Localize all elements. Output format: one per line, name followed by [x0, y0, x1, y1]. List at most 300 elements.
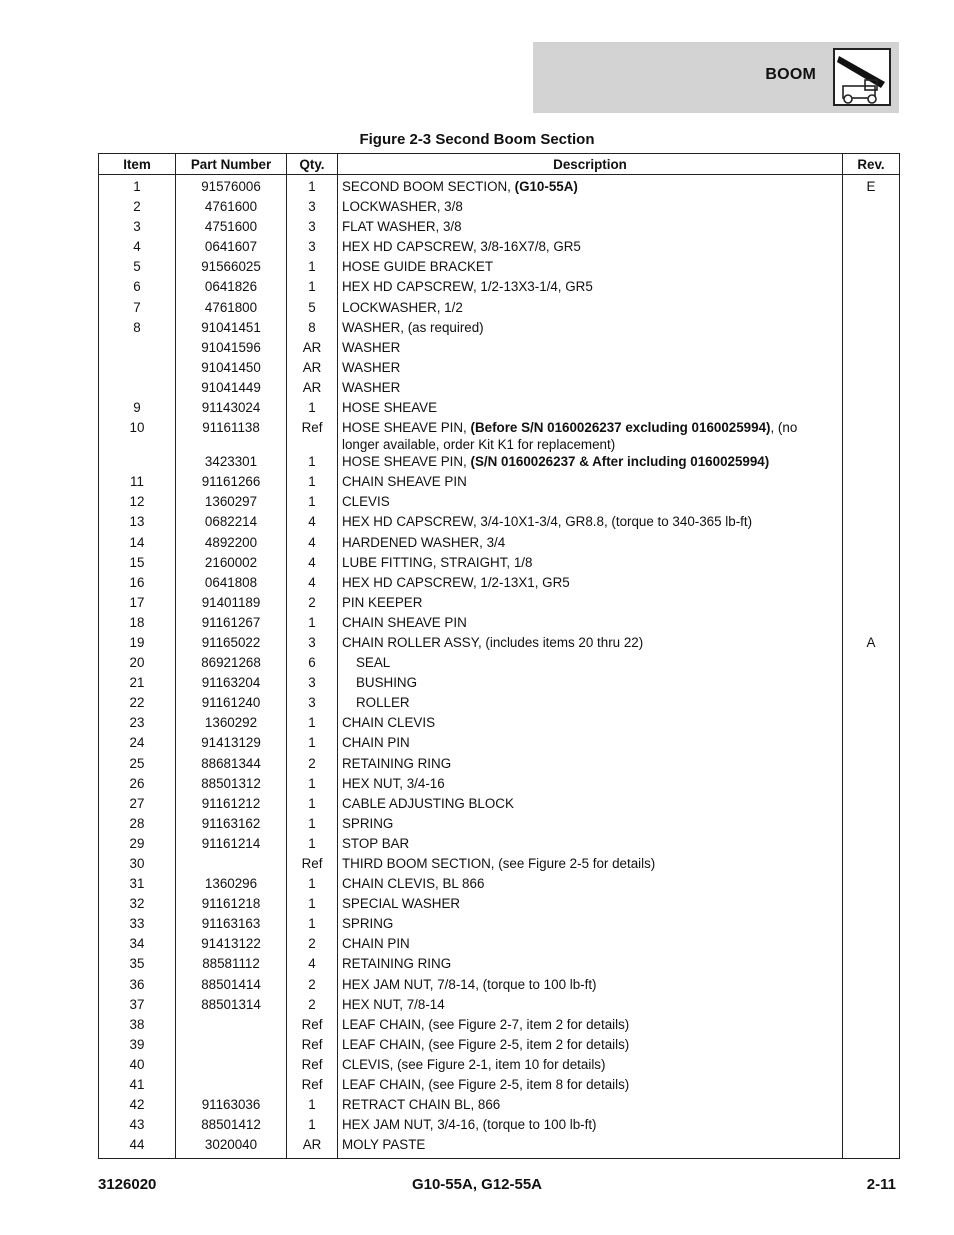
- item-cell: 8: [99, 319, 176, 339]
- part-number-cell: [176, 855, 287, 875]
- item-cell: 37: [99, 996, 176, 1016]
- column-header-item: Item: [99, 154, 176, 175]
- description-cell: [338, 855, 843, 875]
- rev-cell: [843, 755, 900, 775]
- part-number-cell: 1360292: [176, 714, 287, 734]
- rev-cell: [843, 835, 900, 855]
- description-cell: [338, 319, 843, 339]
- qty-cell: 1: [287, 1116, 338, 1136]
- rev-cell: [843, 513, 900, 533]
- item-cell: 33: [99, 915, 176, 935]
- part-number-cell: 0682214: [176, 513, 287, 533]
- item-cell: [99, 379, 176, 399]
- table-row: [99, 1056, 900, 1076]
- description-text: CLEVIS: [342, 494, 390, 510]
- item-cell: 27: [99, 795, 176, 815]
- table-row: [99, 359, 900, 379]
- description-cell: [338, 976, 843, 996]
- description-text: LEAF CHAIN, (see Figure 2-5, item 8 for details): [342, 1077, 630, 1093]
- table-row: [99, 935, 900, 955]
- rev-cell: [843, 278, 900, 298]
- description-cell: [338, 895, 843, 915]
- table-row: [99, 574, 900, 594]
- table-row: [99, 473, 900, 493]
- description-cell: [338, 175, 843, 199]
- table-row: [99, 755, 900, 775]
- description-cell: [338, 694, 843, 714]
- description-cell: [338, 399, 843, 419]
- description-text: RETAINING RING: [342, 755, 452, 771]
- description-text: THIRD BOOM SECTION, (see Figure 2-5 for details): [342, 856, 656, 871]
- description-cell: [338, 835, 843, 855]
- part-number-cell: 1360297: [176, 493, 287, 513]
- part-number-cell: 88501414: [176, 976, 287, 996]
- table-row: [99, 218, 900, 238]
- table-row: [99, 299, 900, 319]
- item-cell: 5: [99, 258, 176, 278]
- part-number-cell: [176, 1056, 287, 1076]
- description-cell: [338, 1136, 843, 1159]
- description-serial-note: (Before S/N 0160026237 excluding 0160025994): [470, 420, 771, 436]
- section-header: [533, 42, 899, 113]
- rev-cell: [843, 734, 900, 754]
- description-cell: [338, 339, 843, 359]
- part-number-cell: 91165022: [176, 634, 287, 654]
- description-cell: [338, 755, 843, 775]
- table-row: [99, 594, 900, 614]
- qty-cell: 4: [287, 534, 338, 554]
- rev-cell: [843, 339, 900, 359]
- rev-cell: [843, 1136, 900, 1159]
- qty-cell: 4: [287, 574, 338, 594]
- table-row: [99, 875, 900, 895]
- description-text: SPRING: [342, 815, 394, 831]
- qty-cell: Ref: [287, 855, 338, 875]
- rev-cell: [843, 694, 900, 714]
- table-row: [99, 513, 900, 533]
- table-row: [99, 379, 900, 399]
- part-number-cell: 3423301: [176, 453, 287, 473]
- description-cell: [338, 875, 843, 895]
- rev-cell: A: [843, 634, 900, 654]
- table-row: [99, 694, 900, 714]
- rev-cell: [843, 238, 900, 258]
- section-title: BOOM: [765, 66, 816, 83]
- rev-cell: [843, 359, 900, 379]
- rev-cell: [843, 554, 900, 574]
- qty-cell: 4: [287, 513, 338, 533]
- description-cell: [338, 473, 843, 493]
- part-number-cell: 91163036: [176, 1096, 287, 1116]
- part-number-cell: 91163204: [176, 674, 287, 694]
- rev-cell: [843, 299, 900, 319]
- item-cell: 14: [99, 534, 176, 554]
- rev-cell: [843, 915, 900, 935]
- parts-table: [98, 153, 900, 1159]
- table-row: [99, 855, 900, 875]
- table-row: [99, 634, 900, 654]
- rev-cell: [843, 935, 900, 955]
- description-cell: [338, 379, 843, 399]
- qty-cell: 1: [287, 175, 338, 199]
- rev-cell: [843, 534, 900, 554]
- qty-cell: 1: [287, 1096, 338, 1116]
- qty-cell: 1: [287, 399, 338, 419]
- item-cell: 18: [99, 614, 176, 634]
- qty-cell: AR: [287, 339, 338, 359]
- description-text: SEAL: [356, 655, 391, 671]
- description-serial-note: (S/N 0160026237 & After including 0160025994): [470, 454, 770, 470]
- item-cell: 9: [99, 399, 176, 419]
- description-text: CHAIN PIN: [342, 735, 410, 751]
- item-cell: 10: [99, 419, 176, 453]
- description-cell: [338, 935, 843, 955]
- rev-cell: [843, 1056, 900, 1076]
- rev-cell: [843, 1036, 900, 1056]
- description-text: HOSE SHEAVE: [342, 400, 438, 416]
- item-cell: 2: [99, 198, 176, 218]
- table-row: [99, 198, 900, 218]
- description-text: HEX JAM NUT, 7/8-14, (torque to 100 lb-ft): [342, 976, 597, 992]
- qty-cell: 1: [287, 734, 338, 754]
- description-cell: [338, 574, 843, 594]
- description-text: HEX HD CAPSCREW, 3/8-16X7/8, GR5: [342, 239, 581, 255]
- item-cell: 15: [99, 554, 176, 574]
- part-number-cell: 91161214: [176, 835, 287, 855]
- table-row: [99, 734, 900, 754]
- part-number-cell: 3020040: [176, 1136, 287, 1159]
- item-cell: 30: [99, 855, 176, 875]
- part-number-cell: 91401189: [176, 594, 287, 614]
- item-cell: 36: [99, 976, 176, 996]
- qty-cell: 2: [287, 935, 338, 955]
- qty-cell: 1: [287, 278, 338, 298]
- description-text: CABLE ADJUSTING BLOCK: [342, 795, 514, 811]
- rev-cell: [843, 674, 900, 694]
- description-cell: [338, 258, 843, 278]
- item-cell: 41: [99, 1076, 176, 1096]
- boom-lift-icon: [833, 48, 891, 106]
- description-text: CLEVIS, (see Figure 2-1, item 10 for details): [342, 1056, 606, 1072]
- description-cell: [338, 714, 843, 734]
- item-cell: 32: [99, 895, 176, 915]
- qty-cell: 1: [287, 714, 338, 734]
- qty-cell: 1: [287, 895, 338, 915]
- table-row: [99, 399, 900, 419]
- table-row: [99, 915, 900, 935]
- description-cell: [338, 278, 843, 298]
- table-row: [99, 534, 900, 554]
- rev-cell: [843, 473, 900, 493]
- table-row: [99, 815, 900, 835]
- description-text: FLAT WASHER, 3/8: [342, 219, 462, 235]
- description-text: MOLY PASTE: [342, 1137, 426, 1153]
- description-text: LEAF CHAIN, (see Figure 2-5, item 2 for details): [342, 1036, 630, 1052]
- table-row: [99, 955, 900, 975]
- item-cell: 31: [99, 875, 176, 895]
- rev-cell: [843, 258, 900, 278]
- description-text: HOSE SHEAVE PIN,: [342, 454, 471, 470]
- part-number-cell: 91161266: [176, 473, 287, 493]
- description-cell: [338, 359, 843, 379]
- description-text: HEX HD CAPSCREW, 1/2-13X3-1/4, GR5: [342, 279, 593, 295]
- description-cell: [338, 534, 843, 554]
- rev-cell: [843, 453, 900, 473]
- description-text: HEX NUT, 3/4-16: [342, 775, 445, 791]
- description-text: RETRACT CHAIN BL, 866: [342, 1097, 501, 1113]
- part-number-cell: 1360296: [176, 875, 287, 895]
- description-text: STOP BAR: [342, 835, 410, 851]
- rev-cell: [843, 419, 900, 453]
- part-number-cell: 91566025: [176, 258, 287, 278]
- qty-cell: 3: [287, 218, 338, 238]
- description-cell: [338, 238, 843, 258]
- description-text: CHAIN SHEAVE PIN: [342, 614, 467, 630]
- description-text: CHAIN CLEVIS: [342, 715, 436, 731]
- item-cell: 20: [99, 654, 176, 674]
- description-tail: , (no longer available, order Kit K1 for replacement): [342, 420, 798, 453]
- qty-cell: 1: [287, 258, 338, 278]
- description-text: CHAIN ROLLER ASSY, (includes items 20 thru 22): [342, 634, 644, 650]
- rev-cell: [843, 714, 900, 734]
- qty-cell: 1: [287, 775, 338, 795]
- item-cell: 38: [99, 1016, 176, 1036]
- part-number-cell: 91413122: [176, 935, 287, 955]
- description-text: CHAIN CLEVIS, BL 866: [342, 876, 485, 892]
- qty-cell: 1: [287, 493, 338, 513]
- description-cell: [338, 734, 843, 754]
- table-row: [99, 775, 900, 795]
- part-number-cell: 91161138: [176, 419, 287, 453]
- description-text: ROLLER: [356, 695, 410, 711]
- qty-cell: 1: [287, 453, 338, 473]
- description-cell: [338, 1056, 843, 1076]
- column-header-qty: Qty.: [287, 154, 338, 175]
- rev-cell: [843, 775, 900, 795]
- figure-title: Figure 2-3 Second Boom Section: [359, 131, 595, 148]
- table-row: [99, 175, 900, 199]
- description-cell: [338, 996, 843, 1016]
- rev-cell: [843, 795, 900, 815]
- qty-cell: 1: [287, 875, 338, 895]
- description-cell: [338, 1116, 843, 1136]
- item-cell: 3: [99, 218, 176, 238]
- qty-cell: 1: [287, 614, 338, 634]
- item-cell: [99, 453, 176, 473]
- part-number-cell: 0641826: [176, 278, 287, 298]
- rev-cell: [843, 574, 900, 594]
- description-text: HOSE GUIDE BRACKET: [342, 259, 494, 275]
- table-row: [99, 1096, 900, 1116]
- table-row: [99, 319, 900, 339]
- footer-page-number: 2-11: [866, 1176, 896, 1193]
- footer-document-number: 3126020: [98, 1176, 157, 1193]
- qty-cell: 1: [287, 915, 338, 935]
- table-row: [99, 1016, 900, 1036]
- item-cell: 22: [99, 694, 176, 714]
- description-cell: [338, 915, 843, 935]
- rev-cell: [843, 399, 900, 419]
- qty-cell: AR: [287, 359, 338, 379]
- qty-cell: 3: [287, 694, 338, 714]
- part-number-cell: [176, 1036, 287, 1056]
- item-cell: 25: [99, 755, 176, 775]
- table-row: [99, 453, 900, 473]
- qty-cell: 3: [287, 238, 338, 258]
- item-cell: [99, 359, 176, 379]
- table-row: [99, 1136, 900, 1159]
- description-cell: [338, 493, 843, 513]
- qty-cell: 1: [287, 815, 338, 835]
- description-text: HOSE SHEAVE PIN,: [342, 420, 471, 436]
- description-cell: [338, 594, 843, 614]
- part-number-cell: 91413129: [176, 734, 287, 754]
- part-number-cell: [176, 1076, 287, 1096]
- description-text: SPRING: [342, 916, 394, 932]
- description-cell: [338, 775, 843, 795]
- table-row: [99, 238, 900, 258]
- part-number-cell: 4761600: [176, 198, 287, 218]
- qty-cell: Ref: [287, 1056, 338, 1076]
- part-number-cell: 2160002: [176, 554, 287, 574]
- table-row: [99, 419, 900, 453]
- qty-cell: AR: [287, 379, 338, 399]
- rev-cell: [843, 614, 900, 634]
- item-cell: 43: [99, 1116, 176, 1136]
- qty-cell: 2: [287, 996, 338, 1016]
- part-number-cell: 91576006: [176, 175, 287, 199]
- description-text: HEX NUT, 7/8-14: [342, 996, 445, 1012]
- table-row: [99, 1076, 900, 1096]
- description-cell: [338, 1036, 843, 1056]
- description-cell: [338, 674, 843, 694]
- table-row: [99, 895, 900, 915]
- part-number-cell: [176, 1016, 287, 1036]
- description-text: LOCKWASHER, 1/2: [342, 299, 463, 315]
- qty-cell: Ref: [287, 1016, 338, 1036]
- rev-cell: [843, 654, 900, 674]
- rev-cell: [843, 1096, 900, 1116]
- qty-cell: Ref: [287, 1036, 338, 1056]
- qty-cell: 6: [287, 654, 338, 674]
- description-cell: [338, 218, 843, 238]
- rev-cell: [843, 319, 900, 339]
- part-number-cell: 91041449: [176, 379, 287, 399]
- rev-cell: [843, 594, 900, 614]
- description-text: HEX JAM NUT, 3/4-16, (torque to 100 lb-ft): [342, 1117, 597, 1133]
- qty-cell: 5: [287, 299, 338, 319]
- description-text: LOCKWASHER, 3/8: [342, 199, 463, 215]
- table-row: [99, 339, 900, 359]
- part-number-cell: 91161212: [176, 795, 287, 815]
- item-cell: 19: [99, 634, 176, 654]
- qty-cell: 4: [287, 955, 338, 975]
- description-cell: [338, 299, 843, 319]
- description-cell: [338, 1016, 843, 1036]
- table-row: [99, 614, 900, 634]
- item-cell: 42: [99, 1096, 176, 1116]
- qty-cell: 2: [287, 755, 338, 775]
- part-number-cell: 91041450: [176, 359, 287, 379]
- rev-cell: [843, 815, 900, 835]
- table-row: [99, 714, 900, 734]
- description-cell: [338, 1096, 843, 1116]
- part-number-cell: 91161240: [176, 694, 287, 714]
- part-number-cell: 91143024: [176, 399, 287, 419]
- item-cell: 24: [99, 734, 176, 754]
- description-text: HEX HD CAPSCREW, 3/4-10X1-3/4, GR8.8, (torque to 340-365 lb-ft): [342, 514, 753, 530]
- description-text: CHAIN PIN: [342, 936, 410, 952]
- description-text: HEX HD CAPSCREW, 1/2-13X1, GR5: [342, 574, 570, 590]
- description-cell: [338, 634, 843, 654]
- description-text: WASHER: [342, 379, 401, 395]
- description-cell: [338, 554, 843, 574]
- description-cell: [338, 419, 843, 453]
- description-cell: [338, 198, 843, 218]
- item-cell: 39: [99, 1036, 176, 1056]
- item-cell: 29: [99, 835, 176, 855]
- description-text: WASHER: [342, 359, 401, 375]
- part-number-cell: 91041451: [176, 319, 287, 339]
- qty-cell: 3: [287, 634, 338, 654]
- qty-cell: 3: [287, 198, 338, 218]
- part-number-cell: 91163163: [176, 915, 287, 935]
- qty-cell: 1: [287, 473, 338, 493]
- table-row: [99, 795, 900, 815]
- rev-cell: [843, 955, 900, 975]
- table-row: [99, 996, 900, 1016]
- parts-table-body: [99, 175, 900, 1159]
- description-text: BUSHING: [356, 675, 418, 691]
- table-row: [99, 493, 900, 513]
- rev-cell: [843, 218, 900, 238]
- part-number-cell: 86921268: [176, 654, 287, 674]
- rev-cell: [843, 996, 900, 1016]
- part-number-cell: 0641607: [176, 238, 287, 258]
- rev-cell: [843, 1016, 900, 1036]
- description-text: SECOND BOOM SECTION,: [342, 179, 515, 194]
- item-cell: 16: [99, 574, 176, 594]
- qty-cell: 4: [287, 554, 338, 574]
- description-text: CHAIN SHEAVE PIN: [342, 474, 467, 490]
- part-number-cell: 91161267: [176, 614, 287, 634]
- part-number-cell: 91041596: [176, 339, 287, 359]
- item-cell: 44: [99, 1136, 176, 1159]
- part-number-cell: 91161218: [176, 895, 287, 915]
- qty-cell: 2: [287, 594, 338, 614]
- qty-cell: 1: [287, 795, 338, 815]
- qty-cell: Ref: [287, 1076, 338, 1096]
- part-number-cell: 0641808: [176, 574, 287, 594]
- description-cell: [338, 955, 843, 975]
- item-cell: 13: [99, 513, 176, 533]
- item-cell: 34: [99, 935, 176, 955]
- table-row: [99, 1036, 900, 1056]
- description-text: HARDENED WASHER, 3/4: [342, 534, 506, 550]
- item-cell: 26: [99, 775, 176, 795]
- description-text: PIN KEEPER: [342, 594, 423, 610]
- rev-cell: E: [843, 175, 900, 199]
- footer-models: G10-55A, G12-55A: [411, 1176, 543, 1193]
- description-cell: [338, 453, 843, 473]
- table-row: [99, 654, 900, 674]
- part-number-cell: 88501412: [176, 1116, 287, 1136]
- item-cell: 1: [99, 175, 176, 199]
- item-cell: 35: [99, 955, 176, 975]
- rev-cell: [843, 976, 900, 996]
- item-cell: 4: [99, 238, 176, 258]
- qty-cell: Ref: [287, 419, 338, 453]
